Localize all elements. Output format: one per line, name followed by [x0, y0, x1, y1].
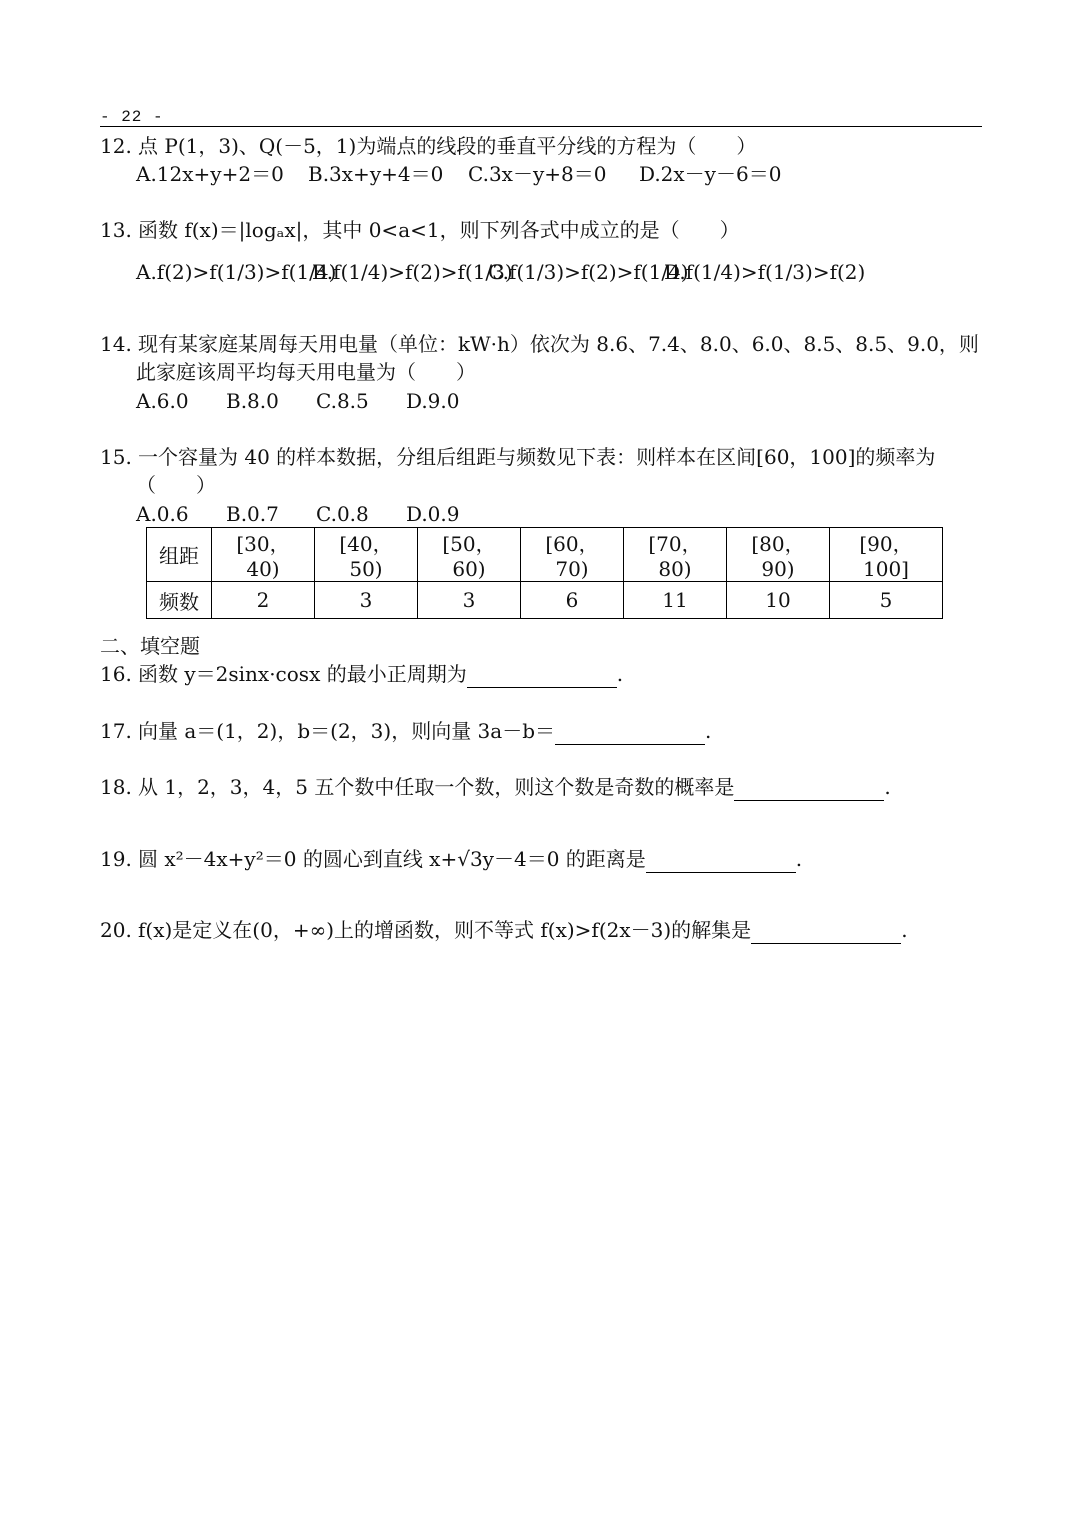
q15-option-b: B.0.7	[226, 502, 279, 526]
question-15	[100, 443, 935, 471]
q19-number: 19.	[100, 847, 132, 871]
q18-text: 从 1，2，3，4，5 五个数中任取一个数，则这个数是奇数的概率是	[138, 775, 735, 799]
table-cell: [40，50)	[315, 528, 418, 582]
table-cell: [90，100]	[830, 528, 943, 582]
q13-option-c: C.f(1/3)>f(2)>f(1/4)	[488, 260, 689, 284]
q14-option-c: C.8.5	[316, 389, 369, 413]
q13-option-d: D.f(1/4)>f(1/3)>f(2)	[664, 260, 866, 284]
table-cell: [30，40)	[212, 528, 315, 582]
table-cell: 3	[315, 582, 418, 619]
table-cell: [70，80)	[624, 528, 727, 582]
table-row-label: 频数	[147, 582, 212, 619]
q14-options	[136, 387, 460, 415]
question-17	[100, 717, 711, 745]
question-13	[100, 216, 740, 244]
q20-text: f(x)是定义在(0，+∞)上的增函数，则不等式 f(x)>f(2x－3)的解集是	[138, 918, 752, 942]
section-title: 二、填空题	[100, 634, 200, 658]
table-cell: [50，60)	[418, 528, 521, 582]
table-row-intervals	[147, 528, 943, 582]
question-16	[100, 660, 623, 688]
header-rule	[100, 126, 982, 127]
q17-end: .	[705, 719, 712, 743]
q16-end: .	[616, 662, 624, 686]
question-18	[100, 773, 891, 801]
table-cell: 3	[418, 582, 521, 619]
q19-end: .	[795, 847, 803, 871]
q14-option-b: B.8.0	[226, 389, 279, 413]
answer-blank[interactable]	[555, 722, 705, 745]
q15-stem-line2: （ ）	[136, 473, 216, 497]
q15-number: 15.	[100, 445, 132, 469]
q15-stem-line1: 一个容量为 40 的样本数据，分组后组距与频数见下表：则样本在区间[60，100]的频率为	[138, 445, 936, 469]
q20-end: .	[901, 918, 908, 942]
q16-number: 16.	[100, 662, 132, 686]
answer-blank[interactable]	[751, 921, 901, 944]
table-cell: 6	[521, 582, 624, 619]
q13-options	[136, 258, 865, 286]
q12-options	[136, 160, 781, 188]
question-12	[100, 132, 756, 160]
table-row-label: 组距	[147, 528, 212, 582]
q17-number: 17.	[100, 719, 132, 743]
frequency-table	[146, 527, 943, 619]
answer-blank[interactable]	[734, 778, 884, 801]
q15-option-c: C.0.8	[316, 502, 369, 526]
q13-number: 13.	[100, 218, 132, 242]
q14-option-a: A.6.0	[136, 389, 189, 413]
q19-text: 圆 x²－4x+y²＝0 的圆心到直线 x+√3y－4＝0 的距离是	[138, 847, 646, 871]
q13-option-a: A.f(2)>f(1/3)>f(1/4)	[136, 260, 337, 284]
table-cell: 10	[727, 582, 830, 619]
q17-text: 向量 a＝(1，2)，b＝(2，3)，则向量 3a－b＝	[138, 719, 556, 743]
q12-option-b: B.3x+y+4＝0	[308, 162, 444, 186]
question-14	[100, 330, 979, 358]
question-19	[100, 845, 802, 873]
table-cell: 11	[624, 582, 727, 619]
answer-blank[interactable]	[467, 665, 617, 688]
table-cell: 5	[830, 582, 943, 619]
q13-stem: 函数 f(x)＝|logₐx|，其中 0<a<1，则下列各式中成立的是（ ）	[138, 218, 740, 242]
q14-option-d: D.9.0	[406, 389, 460, 413]
q12-option-c: C.3x－y+8＝0	[468, 162, 607, 186]
table-cell: [80，90)	[727, 528, 830, 582]
q12-number: 12.	[100, 134, 132, 158]
q16-text: 函数 y＝2sinx·cosx 的最小正周期为	[138, 662, 467, 686]
q15-options	[136, 500, 460, 528]
q14-number: 14.	[100, 332, 132, 356]
q20-number: 20.	[100, 918, 132, 942]
question-20	[100, 916, 908, 944]
q15-option-a: A.0.6	[136, 502, 189, 526]
q12-option-d: D.2x－y－6＝0	[639, 162, 782, 186]
q14-stem-line2: 此家庭该周平均每天用电量为（ ）	[136, 360, 476, 384]
q14-stem-line1: 现有某家庭某周每天用电量（单位：kW·h）依次为 8.6、7.4、8.0、6.0、8.5、8.5、9.0，则	[138, 332, 979, 356]
table-row-counts	[147, 582, 943, 619]
q13-option-b: B.f(1/4)>f(2)>f(1/3)	[312, 260, 513, 284]
q18-number: 18.	[100, 775, 132, 799]
q18-end: .	[884, 775, 891, 799]
table-cell: 2	[212, 582, 315, 619]
answer-blank[interactable]	[646, 850, 796, 873]
table-cell: [60，70)	[521, 528, 624, 582]
q12-option-a: A.12x+y+2＝0	[136, 162, 284, 186]
page-number: - 22 -	[100, 108, 164, 126]
q15-option-d: D.0.9	[406, 502, 460, 526]
q12-stem: 点 P(1，3)、Q(－5，1)为端点的线段的垂直平分线的方程为（ ）	[138, 134, 757, 158]
